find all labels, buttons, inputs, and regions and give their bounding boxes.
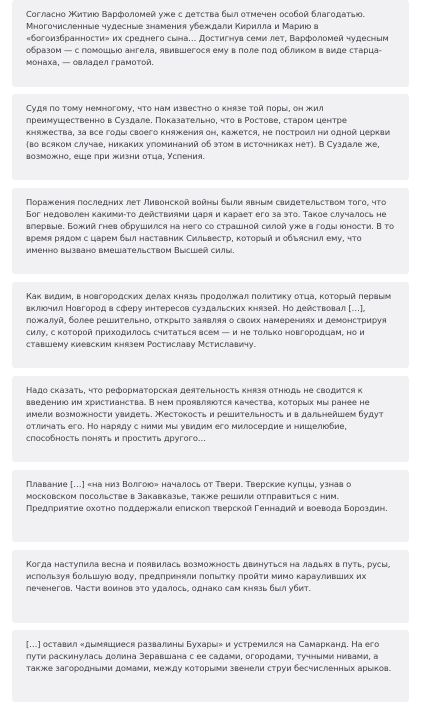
card-text: Согласно Житию Варфоломей уже с детства был отмечен особой благодатью. Многочисленные чудесные знамения убеждали Кирилла и Марию в «богоизбранности» их среднего сына… Достигнув семи лет, Варфоломей чудесным образом — с помощью ангела, явившегося ему в поле под обликом в виде старца-монаха, — овладел грамотой. xyxy=(26,9,389,67)
card-text: Надо сказать, что реформаторская деятельность князя отнюдь не сводится к введению им христианства. В нем проявляются качества, которых мы ранее не имели возможности увидеть. Жестокость и решительность и в дальнейшем будут отличать его. Но наряду с ними мы увидим его милосердие и нищелюбие, способность понять и простить другого… xyxy=(26,385,384,443)
text-card[interactable] xyxy=(12,550,409,623)
card-text: Как видим, в новгородских делах князь продолжал политику отца, который первым включил Новгород в сферу интересов суздальских князей. Но действовал […], пожалуй, более решительно, открыто заявляя о своих намерениях и демонстрируя силу, с которой приходилось считаться всем — и не только новгородцам, но и ставшему киевским князем Ростиславу Мстиславичу. xyxy=(26,291,392,349)
text-card[interactable] xyxy=(12,470,409,542)
text-card[interactable] xyxy=(12,376,409,462)
card-text: […] оставил «дымящиеся развалины Бухары» и устремился на Самарканд. На его пути раскинулась долина Зеравшана с ее садами, огородами, тучными нивами, а также загородными домами, между которыми звенели струи бесчисленных арыков. xyxy=(26,639,392,673)
text-card[interactable] xyxy=(12,0,409,87)
text-card[interactable] xyxy=(12,282,409,368)
card-text: Судя по тому немногому, что нам известно о князе той поры, он жил преимущественно в Суздале. Показательно, что в Ростове, старом центре княжества, за все годы своего княжения он, кажется, не построил ни одной церкви (во всяком случае, никаких упоминаний об этом в источниках нет). В Суздале же, возможно, еще при жизни отца, Успения. xyxy=(26,103,390,161)
card-text: Поражения последних лет Ливонской войны были явным свидетельством того, что Бог недоволен какими-то действиями царя и карает его за это. Такое случалось не впервые. Божий гнев обрушился на него со страшной силой уже в годы юности. В то время рядом с царем был наставник Сильвестр, который и объяснил ему, что именно вызвано вмешательством Высшей силы. xyxy=(26,197,395,255)
text-card[interactable] xyxy=(12,94,409,180)
text-card[interactable] xyxy=(12,630,409,702)
text-card[interactable] xyxy=(12,188,409,274)
card-text: Плавание […] «на низ Волгою» началось от Твери. Тверские купцы, узнав о московском посольстве в Закавказье, также решили отправиться с ним. Предприятие охотно поддержали епископ тверской Геннадий и воевода Бороздин. xyxy=(26,479,388,513)
card-text: Когда наступила весна и появилась возможность двинуться на ладьях в путь, русы, используя большую воду, предприняли попытку пройти мимо карауливших их печенегов. Части воинов это удалось, однако сам князь был убит. xyxy=(26,559,391,593)
